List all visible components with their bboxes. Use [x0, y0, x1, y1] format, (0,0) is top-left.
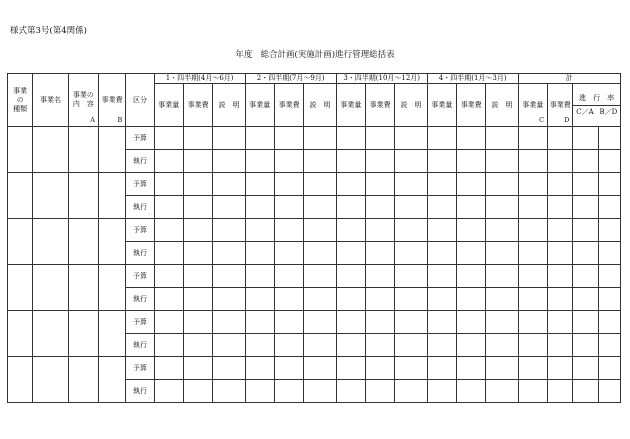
data-cell[interactable]	[486, 127, 518, 150]
header-cost-letter: B	[117, 116, 123, 124]
data-cell[interactable]	[427, 311, 456, 334]
data-cell[interactable]	[395, 380, 427, 403]
data-cell[interactable]	[304, 265, 336, 288]
data-cell[interactable]	[274, 219, 303, 242]
data-cell[interactable]	[457, 242, 486, 265]
name-cell[interactable]	[33, 219, 68, 265]
header-quarter-2: 2・四半期(7月～9月)	[245, 74, 336, 84]
data-cell[interactable]	[518, 150, 547, 173]
data-cell[interactable]	[213, 288, 245, 311]
header-content: 事業の 内 容 A	[68, 74, 98, 127]
data-cell[interactable]	[213, 196, 245, 219]
content-cell[interactable]	[68, 219, 98, 265]
q4-volume-header: 事業量	[427, 84, 456, 127]
data-cell[interactable]	[245, 334, 274, 357]
q4-cost-header: 事業費	[457, 84, 486, 127]
data-cell[interactable]	[598, 242, 620, 265]
data-cell[interactable]	[486, 173, 518, 196]
data-cell[interactable]	[154, 334, 183, 357]
data-cell[interactable]	[336, 219, 365, 242]
data-cell[interactable]	[274, 380, 303, 403]
budget-label: 予算	[126, 173, 154, 196]
budget-label: 予算	[126, 127, 154, 150]
data-cell[interactable]	[213, 242, 245, 265]
data-cell[interactable]	[183, 334, 212, 357]
name-cell[interactable]	[33, 127, 68, 173]
data-cell[interactable]	[457, 265, 486, 288]
data-cell[interactable]	[518, 380, 547, 403]
data-cell[interactable]	[154, 357, 183, 380]
data-cell[interactable]	[336, 150, 365, 173]
data-cell[interactable]	[573, 311, 598, 334]
content-cell[interactable]	[68, 173, 98, 219]
data-cell[interactable]	[548, 127, 573, 150]
header-quarter-3: 3・四半期(10月～12月)	[336, 74, 427, 84]
budget-label: 予算	[126, 265, 154, 288]
content-cell[interactable]	[68, 265, 98, 311]
data-cell[interactable]	[336, 311, 365, 334]
q2-volume-header: 事業量	[245, 84, 274, 127]
data-cell[interactable]	[518, 357, 547, 380]
data-cell[interactable]	[304, 173, 336, 196]
budget-label: 予算	[126, 311, 154, 334]
form-number: 様式第3号(第4関係)	[10, 26, 87, 36]
execution-label: 執行	[126, 242, 154, 265]
data-cell[interactable]	[548, 173, 573, 196]
data-cell[interactable]	[573, 219, 598, 242]
data-cell[interactable]	[548, 150, 573, 173]
data-cell[interactable]	[573, 196, 598, 219]
data-cell[interactable]	[548, 265, 573, 288]
q3-cost-header: 事業費	[366, 84, 395, 127]
data-cell[interactable]	[154, 219, 183, 242]
data-cell[interactable]	[486, 357, 518, 380]
header-category: 区分	[126, 74, 154, 127]
data-cell[interactable]	[598, 196, 620, 219]
data-cell[interactable]	[366, 334, 395, 357]
data-cell[interactable]	[457, 380, 486, 403]
data-cell[interactable]	[573, 150, 598, 173]
q2-desc-header: 説 明	[304, 84, 336, 127]
data-cell[interactable]	[366, 380, 395, 403]
data-cell[interactable]	[274, 288, 303, 311]
data-cell[interactable]	[274, 357, 303, 380]
data-cell[interactable]	[427, 357, 456, 380]
type-cell[interactable]	[8, 219, 33, 265]
data-cell[interactable]	[457, 357, 486, 380]
data-cell[interactable]	[486, 219, 518, 242]
ratio-bd-label: B／D	[599, 107, 618, 116]
content-cell[interactable]	[68, 127, 98, 173]
data-cell[interactable]	[304, 311, 336, 334]
cost-cell[interactable]	[99, 357, 126, 403]
budget-label: 予算	[126, 219, 154, 242]
data-cell[interactable]	[213, 173, 245, 196]
data-cell[interactable]	[154, 127, 183, 150]
data-cell[interactable]	[427, 334, 456, 357]
data-cell[interactable]	[427, 173, 456, 196]
data-cell[interactable]	[395, 288, 427, 311]
q3-volume-header: 事業量	[336, 84, 365, 127]
execution-label: 執行	[126, 288, 154, 311]
data-cell[interactable]	[486, 242, 518, 265]
cost-cell[interactable]	[99, 311, 126, 357]
type-cell[interactable]	[8, 265, 33, 311]
data-cell[interactable]	[427, 288, 456, 311]
data-cell[interactable]	[486, 265, 518, 288]
data-cell[interactable]	[573, 127, 598, 150]
data-cell[interactable]	[548, 334, 573, 357]
progress-summary-table	[7, 73, 621, 403]
data-cell[interactable]	[395, 219, 427, 242]
data-cell[interactable]	[366, 173, 395, 196]
data-cell[interactable]	[245, 219, 274, 242]
q3-desc-header: 説 明	[395, 84, 427, 127]
data-cell[interactable]	[304, 219, 336, 242]
data-cell[interactable]	[518, 196, 547, 219]
data-cell[interactable]	[395, 242, 427, 265]
data-cell[interactable]	[213, 380, 245, 403]
q2-cost-header: 事業費	[274, 84, 303, 127]
data-cell[interactable]	[486, 311, 518, 334]
data-cell[interactable]	[457, 196, 486, 219]
data-cell[interactable]	[245, 173, 274, 196]
data-cell[interactable]	[548, 380, 573, 403]
data-cell[interactable]	[427, 265, 456, 288]
data-cell[interactable]	[366, 127, 395, 150]
cost-cell[interactable]	[99, 127, 126, 173]
header-quarter-4: 4・四半期(1月～3月)	[427, 74, 518, 84]
data-cell[interactable]	[183, 288, 212, 311]
data-cell[interactable]	[274, 242, 303, 265]
data-cell[interactable]	[518, 219, 547, 242]
data-cell[interactable]	[573, 288, 598, 311]
data-cell[interactable]	[395, 265, 427, 288]
data-cell[interactable]	[518, 334, 547, 357]
data-cell[interactable]	[336, 380, 365, 403]
data-cell[interactable]	[304, 334, 336, 357]
ratio-ca-label: C／A	[576, 107, 594, 116]
data-cell[interactable]	[213, 311, 245, 334]
data-cell[interactable]	[366, 288, 395, 311]
data-cell[interactable]	[213, 219, 245, 242]
data-cell[interactable]	[304, 357, 336, 380]
data-cell[interactable]	[183, 357, 212, 380]
header-name: 事業名	[33, 74, 68, 127]
data-cell[interactable]	[427, 380, 456, 403]
data-cell[interactable]	[548, 311, 573, 334]
data-cell[interactable]	[154, 242, 183, 265]
data-cell[interactable]	[183, 242, 212, 265]
data-cell[interactable]	[598, 219, 620, 242]
data-cell[interactable]	[154, 380, 183, 403]
data-cell[interactable]	[486, 150, 518, 173]
data-cell[interactable]	[183, 311, 212, 334]
data-cell[interactable]	[336, 288, 365, 311]
data-cell[interactable]	[183, 173, 212, 196]
q1-desc-header: 説 明	[213, 84, 245, 127]
data-cell[interactable]	[548, 357, 573, 380]
header-cost: 事業費 B	[99, 74, 126, 127]
q1-cost-header: 事業費	[183, 84, 212, 127]
data-cell[interactable]	[598, 288, 620, 311]
table-row	[8, 127, 621, 150]
data-cell[interactable]	[245, 196, 274, 219]
data-cell[interactable]	[304, 196, 336, 219]
progress-rate-title: 進 行 率	[573, 94, 620, 106]
data-cell[interactable]	[274, 173, 303, 196]
data-cell[interactable]	[304, 380, 336, 403]
table-body	[8, 127, 621, 403]
progress-rate-header	[573, 84, 621, 127]
data-cell[interactable]	[395, 173, 427, 196]
data-cell[interactable]	[183, 265, 212, 288]
execution-label: 執行	[126, 196, 154, 219]
q4-desc-header: 説 明	[486, 84, 518, 127]
data-cell[interactable]	[274, 311, 303, 334]
data-cell[interactable]	[427, 196, 456, 219]
data-cell[interactable]	[274, 196, 303, 219]
data-cell[interactable]	[245, 357, 274, 380]
data-cell[interactable]	[154, 288, 183, 311]
data-cell[interactable]	[274, 150, 303, 173]
data-cell[interactable]	[245, 311, 274, 334]
data-cell[interactable]	[573, 173, 598, 196]
type-cell[interactable]	[8, 127, 33, 173]
data-cell[interactable]	[573, 380, 598, 403]
data-cell[interactable]	[457, 334, 486, 357]
data-cell[interactable]	[213, 150, 245, 173]
data-cell[interactable]	[573, 242, 598, 265]
data-cell[interactable]	[213, 127, 245, 150]
data-cell[interactable]	[395, 127, 427, 150]
data-cell[interactable]	[183, 127, 212, 150]
data-cell[interactable]	[366, 219, 395, 242]
name-cell[interactable]	[33, 311, 68, 357]
data-cell[interactable]	[183, 380, 212, 403]
data-cell[interactable]	[518, 173, 547, 196]
data-cell[interactable]	[245, 380, 274, 403]
execution-label: 執行	[126, 150, 154, 173]
data-cell[interactable]	[427, 242, 456, 265]
data-cell[interactable]	[598, 127, 620, 150]
data-cell[interactable]	[304, 150, 336, 173]
table-row	[8, 357, 621, 380]
data-cell[interactable]	[183, 219, 212, 242]
data-cell[interactable]	[336, 357, 365, 380]
table-row	[8, 219, 621, 242]
content-cell[interactable]	[68, 311, 98, 357]
title-main: 総合計画(実施計画)進行管理総括表	[260, 50, 395, 60]
data-cell[interactable]	[336, 196, 365, 219]
data-cell[interactable]	[457, 150, 486, 173]
name-cell[interactable]	[33, 357, 68, 403]
execution-label: 執行	[126, 334, 154, 357]
data-cell[interactable]	[304, 127, 336, 150]
data-cell[interactable]	[598, 357, 620, 380]
data-cell[interactable]	[183, 150, 212, 173]
table-row	[8, 311, 621, 334]
data-cell[interactable]	[245, 127, 274, 150]
data-cell[interactable]	[336, 242, 365, 265]
data-cell[interactable]	[486, 196, 518, 219]
cost-cell[interactable]	[99, 173, 126, 219]
data-cell[interactable]	[573, 334, 598, 357]
data-cell[interactable]	[598, 311, 620, 334]
q1-volume-header: 事業量	[154, 84, 183, 127]
data-cell[interactable]	[457, 173, 486, 196]
data-cell[interactable]	[395, 357, 427, 380]
type-cell[interactable]	[8, 311, 33, 357]
data-cell[interactable]	[336, 173, 365, 196]
data-cell[interactable]	[457, 219, 486, 242]
data-cell[interactable]	[518, 311, 547, 334]
data-cell[interactable]	[245, 288, 274, 311]
data-cell[interactable]	[486, 334, 518, 357]
data-cell[interactable]	[518, 242, 547, 265]
type-cell[interactable]	[8, 357, 33, 403]
data-cell[interactable]	[548, 242, 573, 265]
data-cell[interactable]	[366, 150, 395, 173]
data-cell[interactable]	[154, 196, 183, 219]
data-cell[interactable]	[573, 357, 598, 380]
total-cost-header: 事業費 D	[548, 84, 573, 127]
data-cell[interactable]	[427, 127, 456, 150]
data-cell[interactable]	[395, 311, 427, 334]
data-cell[interactable]	[336, 127, 365, 150]
data-cell[interactable]	[518, 288, 547, 311]
header-type: 事業 の 種類	[8, 74, 33, 127]
data-cell[interactable]	[548, 196, 573, 219]
data-cell[interactable]	[457, 127, 486, 150]
data-cell[interactable]	[486, 288, 518, 311]
data-cell[interactable]	[336, 334, 365, 357]
type-cell[interactable]	[8, 173, 33, 219]
data-cell[interactable]	[573, 265, 598, 288]
data-cell[interactable]	[245, 242, 274, 265]
data-cell[interactable]	[598, 334, 620, 357]
data-cell[interactable]	[518, 265, 547, 288]
data-cell[interactable]	[213, 334, 245, 357]
data-cell[interactable]	[183, 196, 212, 219]
data-cell[interactable]	[598, 265, 620, 288]
data-cell[interactable]	[274, 127, 303, 150]
data-cell[interactable]	[486, 380, 518, 403]
data-cell[interactable]	[518, 127, 547, 150]
data-cell[interactable]	[427, 150, 456, 173]
name-cell[interactable]	[33, 265, 68, 311]
total-volume-header: 事業量 C	[518, 84, 547, 127]
data-cell[interactable]	[154, 311, 183, 334]
execution-label: 執行	[126, 380, 154, 403]
budget-label: 予算	[126, 357, 154, 380]
data-cell[interactable]	[274, 334, 303, 357]
data-cell[interactable]	[366, 196, 395, 219]
data-cell[interactable]	[366, 357, 395, 380]
header-content-letter: A	[90, 116, 95, 124]
data-cell[interactable]	[154, 265, 183, 288]
data-cell[interactable]	[598, 150, 620, 173]
content-cell[interactable]	[68, 357, 98, 403]
data-cell[interactable]	[304, 242, 336, 265]
data-cell[interactable]	[336, 265, 365, 288]
data-cell[interactable]	[274, 265, 303, 288]
header-total: 計	[518, 74, 620, 84]
cost-cell[interactable]	[99, 265, 126, 311]
data-cell[interactable]	[427, 219, 456, 242]
header-row-1	[8, 74, 621, 84]
data-cell[interactable]	[304, 288, 336, 311]
data-cell[interactable]	[395, 150, 427, 173]
data-cell[interactable]	[213, 265, 245, 288]
data-cell[interactable]	[395, 196, 427, 219]
table-row	[8, 265, 621, 288]
data-cell[interactable]	[154, 173, 183, 196]
data-cell[interactable]	[245, 150, 274, 173]
cost-cell[interactable]	[99, 219, 126, 265]
table-row	[8, 173, 621, 196]
data-cell[interactable]	[366, 265, 395, 288]
data-cell[interactable]	[548, 288, 573, 311]
title-year-label: 年度	[235, 50, 253, 60]
name-cell[interactable]	[33, 173, 68, 219]
document-title	[0, 48, 630, 60]
data-cell[interactable]	[457, 288, 486, 311]
data-cell[interactable]	[366, 242, 395, 265]
data-cell[interactable]	[457, 311, 486, 334]
header-quarter-1: 1・四半期(4月～6月)	[154, 74, 245, 84]
data-cell[interactable]	[213, 357, 245, 380]
data-cell[interactable]	[598, 380, 620, 403]
data-cell[interactable]	[395, 334, 427, 357]
data-cell[interactable]	[598, 173, 620, 196]
data-cell[interactable]	[245, 265, 274, 288]
data-cell[interactable]	[154, 150, 183, 173]
data-cell[interactable]	[548, 219, 573, 242]
data-cell[interactable]	[366, 311, 395, 334]
